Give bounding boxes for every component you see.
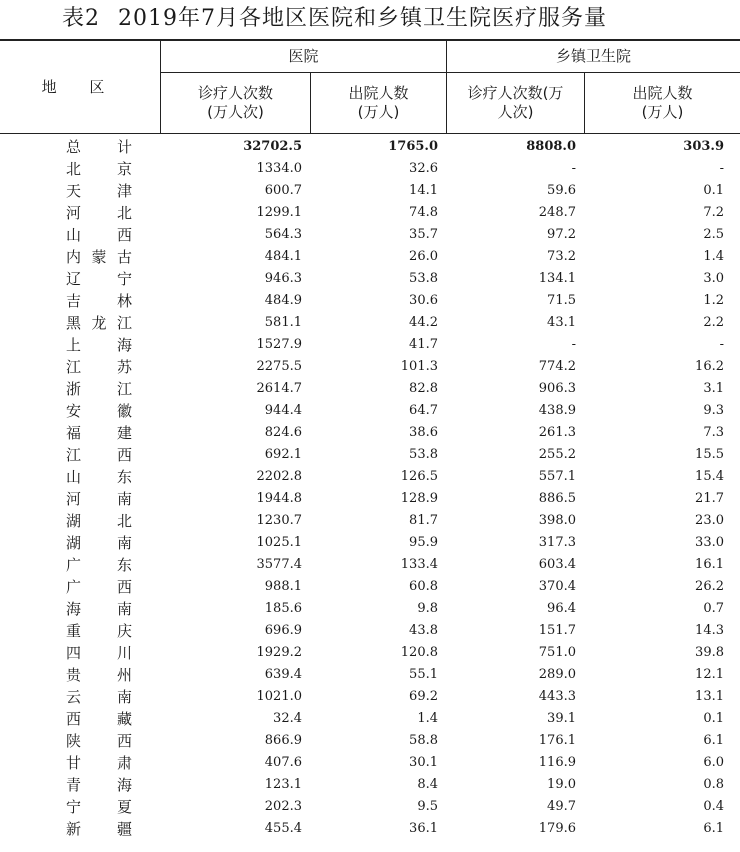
hospital-visits-cell: 600.7 xyxy=(264,183,302,198)
table-body xyxy=(0,136,740,840)
hospital-visits-cell: 988.1 xyxy=(264,579,302,594)
region-char: 东 xyxy=(116,556,132,574)
region-char: 西 xyxy=(116,578,132,596)
township-discharges-cell: 1.2 xyxy=(703,293,724,308)
hospital-visits-cell: 123.1 xyxy=(264,777,302,792)
hospital-visits-cell: 581.1 xyxy=(264,315,302,330)
hospital-discharges-cell: 14.1 xyxy=(409,183,438,198)
region-char: 江 xyxy=(66,358,82,376)
hospital-discharges-cell: 35.7 xyxy=(409,227,438,242)
hospital-discharges-cell: 133.4 xyxy=(400,557,438,572)
hospital-visits-cell: 3577.4 xyxy=(256,557,302,572)
region-char: 广 xyxy=(66,578,82,596)
township-visits-cell: 49.7 xyxy=(547,799,576,814)
hospital-discharges-cell: 69.2 xyxy=(409,689,438,704)
region-name xyxy=(66,466,132,488)
hospital-visits-cell: 1334.0 xyxy=(256,161,302,176)
hospital-discharges-cell: 101.3 xyxy=(400,359,438,374)
hospital-visits-cell: 1021.0 xyxy=(256,689,302,704)
region-char: 福 xyxy=(66,424,82,442)
region-char: 海 xyxy=(116,336,132,354)
township-discharges-cell: 12.1 xyxy=(695,667,724,682)
township-discharges-cell: 0.7 xyxy=(703,601,724,616)
region-char: 西 xyxy=(116,226,132,244)
township-discharges-cell: 0.4 xyxy=(703,799,724,814)
table-row xyxy=(0,620,740,642)
hospital-discharges-cell: 126.5 xyxy=(400,469,438,484)
hospital-visits-cell: 692.1 xyxy=(264,447,302,462)
region-char: 南 xyxy=(116,600,132,618)
region-name xyxy=(66,686,132,708)
township-visits-cell: 886.5 xyxy=(538,491,576,506)
township-discharges-cell: 3.0 xyxy=(703,271,724,286)
table-row xyxy=(0,246,740,268)
township-visits-cell: 151.7 xyxy=(538,623,576,638)
region-name xyxy=(66,796,132,818)
township-visits-cell: 438.9 xyxy=(538,403,576,418)
hospital-visits-cell: 696.9 xyxy=(264,623,302,638)
table-row xyxy=(0,510,740,532)
region-name xyxy=(66,642,132,664)
township-visits-cell: - xyxy=(571,337,576,352)
township-discharges-cell: 3.1 xyxy=(703,381,724,396)
hospital-visits-cell: 639.4 xyxy=(264,667,302,682)
hospital-visits-cell: 484.1 xyxy=(264,249,302,264)
table-row xyxy=(0,730,740,752)
region-char: 内 xyxy=(66,248,82,266)
region-name xyxy=(66,664,132,686)
region-name xyxy=(66,620,132,642)
table-row-total xyxy=(0,136,740,158)
region-char: 南 xyxy=(116,688,132,706)
table-number: 表2 xyxy=(62,6,100,31)
township-discharges-cell: 6.1 xyxy=(703,821,724,836)
hospital-discharges-cell: 82.8 xyxy=(409,381,438,396)
township-discharges-cell: 26.2 xyxy=(695,579,724,594)
hospital-visits-cell: 185.6 xyxy=(264,601,302,616)
hospital-discharges-cell: 8.4 xyxy=(417,777,438,792)
region-char: 川 xyxy=(116,644,132,662)
region-name xyxy=(66,136,132,158)
region-char: 蒙 xyxy=(91,248,107,266)
table-row xyxy=(0,466,740,488)
region-name xyxy=(66,334,132,356)
region-char: 夏 xyxy=(116,798,132,816)
region-char: 津 xyxy=(116,182,132,200)
township-discharges-cell: 6.1 xyxy=(703,733,724,748)
region-name xyxy=(66,356,132,378)
region-name xyxy=(66,510,132,532)
region-char: 北 xyxy=(66,160,82,178)
region-name xyxy=(66,444,132,466)
region-name xyxy=(66,312,132,334)
table-row xyxy=(0,422,740,444)
region-char: 湖 xyxy=(66,534,82,552)
table-row xyxy=(0,686,740,708)
region-char: 吉 xyxy=(66,292,82,310)
hospital-visits-cell: 824.6 xyxy=(264,425,302,440)
township-visits-cell: 96.4 xyxy=(547,601,576,616)
table-row xyxy=(0,642,740,664)
township-discharges-cell: 0.1 xyxy=(703,711,724,726)
table-row xyxy=(0,444,740,466)
table-row xyxy=(0,400,740,422)
region-name xyxy=(66,422,132,444)
region-char: 天 xyxy=(66,182,82,200)
region-char: 陕 xyxy=(66,732,82,750)
region-char: 海 xyxy=(116,776,132,794)
region-name xyxy=(66,246,132,268)
region-name xyxy=(66,268,132,290)
table-row xyxy=(0,796,740,818)
hospital-discharges-cell: 58.8 xyxy=(409,733,438,748)
township-visits-cell: 317.3 xyxy=(538,535,576,550)
table-row xyxy=(0,378,740,400)
region-name xyxy=(66,554,132,576)
header-township-discharges: 出院人数 (万人) xyxy=(632,84,693,121)
township-discharges-cell: 33.0 xyxy=(695,535,724,550)
township-visits-cell: 557.1 xyxy=(538,469,576,484)
table-row xyxy=(0,180,740,202)
table-row xyxy=(0,708,740,730)
township-discharges-cell: 39.8 xyxy=(695,645,724,660)
hospital-discharges-cell: 60.8 xyxy=(409,579,438,594)
region-name xyxy=(66,488,132,510)
table-title xyxy=(62,2,607,36)
region-name xyxy=(66,774,132,796)
region-char: 总 xyxy=(66,138,82,156)
township-discharges-cell: 0.8 xyxy=(703,777,724,792)
table-row xyxy=(0,554,740,576)
township-discharges-cell: 23.0 xyxy=(695,513,724,528)
hospital-discharges-cell: 38.6 xyxy=(409,425,438,440)
region-name xyxy=(66,730,132,752)
region-char: 四 xyxy=(66,644,82,662)
hospital-visits-cell: 2614.7 xyxy=(256,381,302,396)
region-char: 青 xyxy=(66,776,82,794)
township-discharges-cell: 2.5 xyxy=(703,227,724,242)
township-visits-cell: 248.7 xyxy=(538,205,576,220)
region-char: 西 xyxy=(116,732,132,750)
region-char: 疆 xyxy=(116,820,132,838)
region-char: 藏 xyxy=(116,710,132,728)
hospital-visits-cell: 2275.5 xyxy=(256,359,302,374)
table-row xyxy=(0,576,740,598)
township-visits-cell: 289.0 xyxy=(538,667,576,682)
hospital-visits-cell: 1527.9 xyxy=(256,337,302,352)
township-visits-cell: 398.0 xyxy=(538,513,576,528)
hospital-discharges-cell: 41.7 xyxy=(409,337,438,352)
hospital-visits-cell: 1230.7 xyxy=(256,513,302,528)
hospital-visits-cell: 407.6 xyxy=(264,755,302,770)
region-name xyxy=(66,290,132,312)
region-char: 山 xyxy=(66,468,82,486)
hospital-discharges-cell: 30.1 xyxy=(409,755,438,770)
region-char: 西 xyxy=(66,710,82,728)
hospital-discharges-cell: 81.7 xyxy=(409,513,438,528)
region-char: 庆 xyxy=(116,622,132,640)
region-name xyxy=(66,576,132,598)
table-row xyxy=(0,268,740,290)
township-visits-cell: 261.3 xyxy=(538,425,576,440)
township-discharges-cell: 0.1 xyxy=(703,183,724,198)
township-visits-cell: 179.6 xyxy=(538,821,576,836)
region-char: 上 xyxy=(66,336,82,354)
region-char: 河 xyxy=(66,204,82,222)
region-char: 徽 xyxy=(116,402,132,420)
region-char: 龙 xyxy=(91,314,107,332)
township-discharges-cell: 14.3 xyxy=(695,623,724,638)
hospital-visits-cell: 202.3 xyxy=(264,799,302,814)
region-name xyxy=(66,378,132,400)
region-char: 安 xyxy=(66,402,82,420)
region-char: 西 xyxy=(116,446,132,464)
township-discharges-cell: 2.2 xyxy=(703,315,724,330)
table-row xyxy=(0,598,740,620)
table-row xyxy=(0,158,740,180)
hospital-discharges-cell: 64.7 xyxy=(409,403,438,418)
township-visits-cell: 39.1 xyxy=(547,711,576,726)
region-char: 黑 xyxy=(66,314,82,332)
region-name xyxy=(66,708,132,730)
header-hospital: 医院 xyxy=(288,47,319,65)
region-char: 河 xyxy=(66,490,82,508)
hospital-visits-cell: 455.4 xyxy=(264,821,302,836)
township-discharges-cell: 1.4 xyxy=(703,249,724,264)
region-char: 广 xyxy=(66,556,82,574)
region-char: 云 xyxy=(66,688,82,706)
region-char: 新 xyxy=(66,820,82,838)
township-discharges-cell: 7.3 xyxy=(703,425,724,440)
township-discharges-cell: 9.3 xyxy=(703,403,724,418)
region-char: 林 xyxy=(116,292,132,310)
region-char: 肃 xyxy=(116,754,132,772)
hospital-visits-cell: 944.4 xyxy=(264,403,302,418)
township-discharges-cell: - xyxy=(719,337,724,352)
table-row xyxy=(0,202,740,224)
township-discharges-cell: 21.7 xyxy=(695,491,724,506)
township-discharges-cell: - xyxy=(719,161,724,176)
region-char: 计 xyxy=(116,138,132,156)
region-char: 辽 xyxy=(66,270,82,288)
township-visits-cell: 176.1 xyxy=(538,733,576,748)
header-township: 乡镇卫生院 xyxy=(555,47,631,65)
hospital-visits-cell: 866.9 xyxy=(264,733,302,748)
township-discharges-cell: 15.5 xyxy=(695,447,724,462)
table-row xyxy=(0,290,740,312)
region-char: 苏 xyxy=(116,358,132,376)
region-char: 海 xyxy=(66,600,82,618)
township-visits-cell: 43.1 xyxy=(547,315,576,330)
table-row xyxy=(0,488,740,510)
header-region: 地 区 xyxy=(41,77,119,96)
region-char: 江 xyxy=(116,380,132,398)
header-hospital-visits: 诊疗人次数 (万人次) xyxy=(197,84,273,121)
hospital-discharges-cell: 9.5 xyxy=(417,799,438,814)
table-row xyxy=(0,532,740,554)
township-visits-cell: 255.2 xyxy=(538,447,576,462)
hospital-visits-cell: 32.4 xyxy=(273,711,302,726)
hospital-discharges-cell: 1765.0 xyxy=(388,139,438,154)
table-row xyxy=(0,818,740,840)
region-char: 古 xyxy=(116,248,132,266)
region-name xyxy=(66,532,132,554)
region-name xyxy=(66,158,132,180)
hospital-visits-cell: 2202.8 xyxy=(256,469,302,484)
township-visits-cell: 603.4 xyxy=(538,557,576,572)
header-hospital-discharges: 出院人数 (万人) xyxy=(348,84,409,121)
township-visits-cell: 116.9 xyxy=(538,755,576,770)
table-row xyxy=(0,312,740,334)
township-visits-cell: 8808.0 xyxy=(526,139,576,154)
region-char: 南 xyxy=(116,534,132,552)
region-char: 北 xyxy=(116,204,132,222)
region-name xyxy=(66,752,132,774)
township-visits-cell: 443.3 xyxy=(538,689,576,704)
table-title-text: 2019年7月各地区医院和乡镇卫生院医疗服务量 xyxy=(118,6,607,31)
region-char: 北 xyxy=(116,512,132,530)
region-char: 东 xyxy=(116,468,132,486)
township-visits-cell: 73.2 xyxy=(547,249,576,264)
hospital-visits-cell: 564.3 xyxy=(264,227,302,242)
table-row xyxy=(0,356,740,378)
hospital-discharges-cell: 128.9 xyxy=(400,491,438,506)
township-visits-cell: - xyxy=(571,161,576,176)
hospital-visits-cell: 484.9 xyxy=(264,293,302,308)
region-name xyxy=(66,202,132,224)
township-visits-cell: 19.0 xyxy=(547,777,576,792)
hospital-visits-cell: 1944.8 xyxy=(256,491,302,506)
township-discharges-cell: 6.0 xyxy=(703,755,724,770)
hospital-discharges-cell: 30.6 xyxy=(409,293,438,308)
hospital-discharges-cell: 44.2 xyxy=(409,315,438,330)
hospital-discharges-cell: 55.1 xyxy=(409,667,438,682)
hospital-discharges-cell: 32.6 xyxy=(409,161,438,176)
hospital-visits-cell: 946.3 xyxy=(264,271,302,286)
region-name xyxy=(66,400,132,422)
header-bottom-rule xyxy=(0,133,740,134)
township-discharges-cell: 16.2 xyxy=(695,359,724,374)
region-char: 建 xyxy=(116,424,132,442)
township-visits-cell: 59.6 xyxy=(547,183,576,198)
table-row xyxy=(0,664,740,686)
hospital-visits-cell: 32702.5 xyxy=(243,139,302,154)
region-char: 山 xyxy=(66,226,82,244)
region-char: 浙 xyxy=(66,380,82,398)
region-char: 州 xyxy=(116,666,132,684)
hospital-discharges-cell: 53.8 xyxy=(409,271,438,286)
township-discharges-cell: 303.9 xyxy=(683,139,724,154)
hospital-visits-cell: 1025.1 xyxy=(256,535,302,550)
region-char: 江 xyxy=(66,446,82,464)
hospital-discharges-cell: 74.8 xyxy=(409,205,438,220)
township-visits-cell: 134.1 xyxy=(538,271,576,286)
hospital-visits-cell: 1299.1 xyxy=(256,205,302,220)
region-char: 甘 xyxy=(66,754,82,772)
table-row xyxy=(0,752,740,774)
township-visits-cell: 97.2 xyxy=(547,227,576,242)
region-name xyxy=(66,598,132,620)
hospital-discharges-cell: 26.0 xyxy=(409,249,438,264)
township-discharges-cell: 7.2 xyxy=(703,205,724,220)
hospital-discharges-cell: 1.4 xyxy=(417,711,438,726)
township-visits-cell: 906.3 xyxy=(538,381,576,396)
region-name xyxy=(66,224,132,246)
township-discharges-cell: 16.1 xyxy=(695,557,724,572)
hospital-visits-cell: 1929.2 xyxy=(256,645,302,660)
table-row xyxy=(0,334,740,356)
region-char: 湖 xyxy=(66,512,82,530)
hospital-discharges-cell: 9.8 xyxy=(417,601,438,616)
table-row xyxy=(0,224,740,246)
township-discharges-cell: 13.1 xyxy=(695,689,724,704)
township-visits-cell: 774.2 xyxy=(538,359,576,374)
region-char: 京 xyxy=(116,160,132,178)
region-char: 江 xyxy=(116,314,132,332)
region-char: 贵 xyxy=(66,666,82,684)
hospital-discharges-cell: 53.8 xyxy=(409,447,438,462)
hospital-discharges-cell: 120.8 xyxy=(400,645,438,660)
region-name xyxy=(66,180,132,202)
hospital-discharges-cell: 36.1 xyxy=(409,821,438,836)
township-visits-cell: 751.0 xyxy=(538,645,576,660)
region-char: 宁 xyxy=(66,798,82,816)
region-char: 宁 xyxy=(116,270,132,288)
township-visits-cell: 71.5 xyxy=(547,293,576,308)
table-row xyxy=(0,774,740,796)
region-char: 重 xyxy=(66,622,82,640)
hospital-discharges-cell: 43.8 xyxy=(409,623,438,638)
township-visits-cell: 370.4 xyxy=(538,579,576,594)
region-name xyxy=(66,818,132,840)
township-discharges-cell: 15.4 xyxy=(695,469,724,484)
header-township-visits: 诊疗人次数(万 人次) xyxy=(467,84,564,121)
region-char: 南 xyxy=(116,490,132,508)
hospital-discharges-cell: 95.9 xyxy=(409,535,438,550)
